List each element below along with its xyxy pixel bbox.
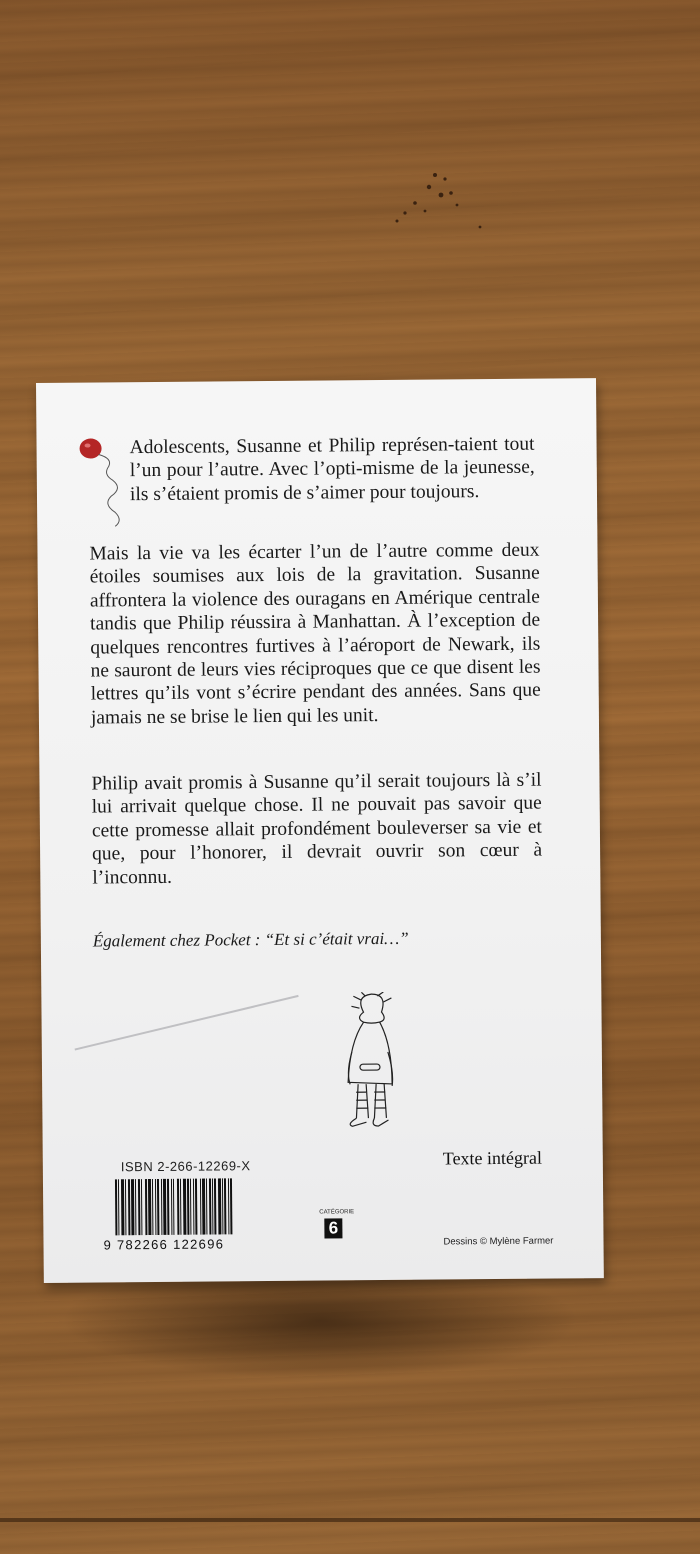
cover-crease — [75, 995, 299, 1051]
also-available-note: Également chez Pocket : “Et si c’était vrai…” — [92, 928, 409, 951]
promise-paragraph: Philip avait promis à Susanne qu’il serait toujours là s’il lui arrivait quelque chose. Il ne pouvait pas savoir que cette promesse allait profondément bouleverser sa vie et que, pour l’honorer, il devrait ouvrir son cœur à l’inconnu. — [91, 769, 543, 889]
story-paragraph: Mais la vie va les écarter l’un de l’autre comme deux étoiles soumises aux lois de la gravitation. Susanne affrontera la violence des ouragans en Amérique centrale tandis que Philip réussira à Manhattan. À l’exception de quelques rencontres furtives à l’aéroport de Newark, ils ne sauront de leurs vies réciproques que ce que disent les lettres qu’ils vont s’écrire pendant des années. Sans que jamais ne se brise le lien qui les unit. — [89, 539, 541, 729]
barcode — [115, 1178, 263, 1235]
isbn-label: ISBN 2-266-12269-X — [120, 1158, 251, 1175]
book-back-cover — [36, 378, 604, 1283]
category-badge: 6 — [324, 1218, 342, 1238]
wood-knots — [385, 165, 495, 245]
texte-integral-label: Texte intégral — [442, 1147, 543, 1169]
girl-drawing-icon — [341, 992, 404, 1133]
illustration-credit: Dessins © Mylène Farmer — [443, 1235, 554, 1248]
table-seam — [0, 1518, 700, 1522]
category-label: CATÉGORIE — [319, 1209, 355, 1216]
barcode-digits: 9 782266 122696 — [103, 1236, 225, 1253]
intro-paragraph: Adolescents, Susanne et Philip représen-taient tout l’un pour l’autre. Avec l’opti-misme de la jeunesse, ils s’étaient promis de s’aimer pour toujours. — [129, 433, 535, 505]
